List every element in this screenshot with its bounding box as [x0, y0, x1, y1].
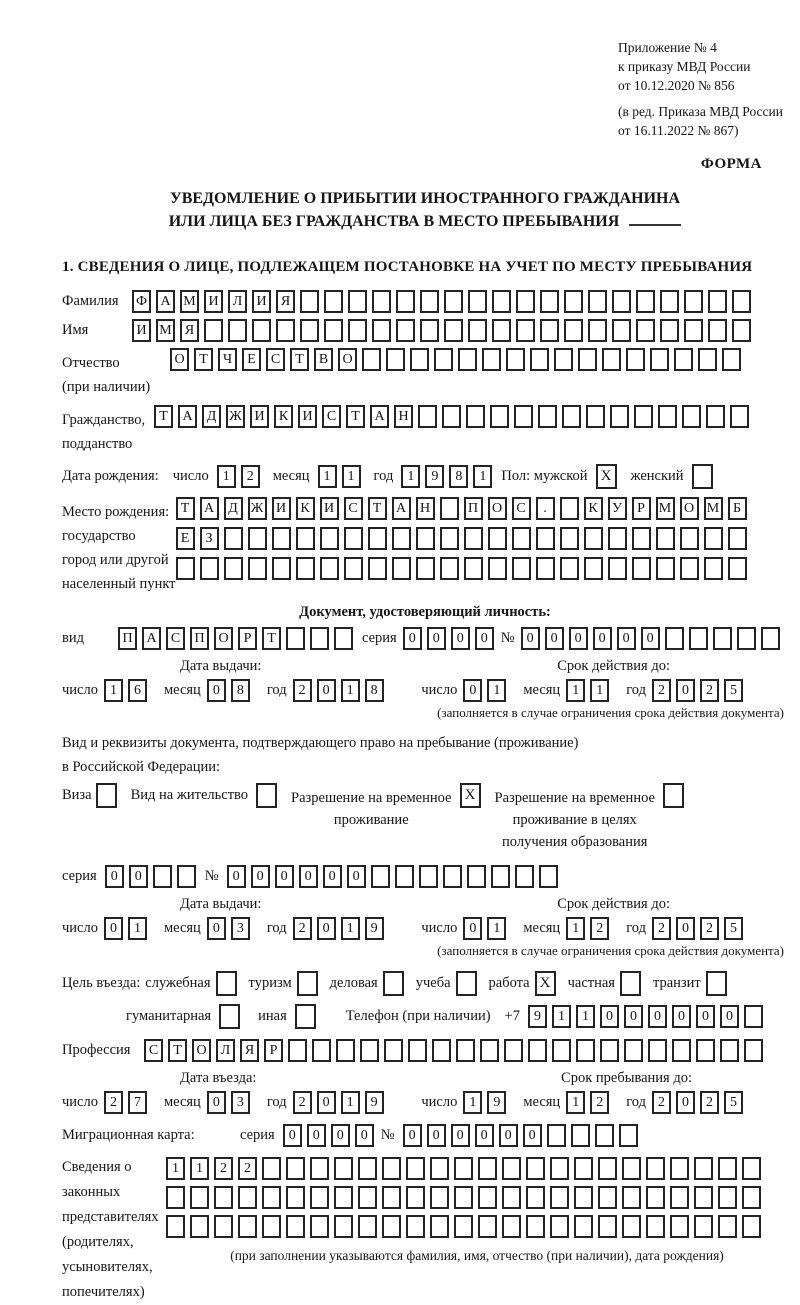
- reference-line: от 10.12.2020 № 856: [618, 78, 735, 93]
- entry-date-heading: Дата въезда:: [180, 1070, 257, 1086]
- surname-field: [62, 290, 788, 313]
- stay-month-cells[interactable]: 1 2: [566, 1091, 614, 1114]
- purpose-study-checkbox[interactable]: [456, 971, 477, 996]
- purpose-official-checkbox[interactable]: [216, 971, 237, 996]
- phone-prefix: +7: [504, 1008, 520, 1024]
- birthplace-row1-cells[interactable]: Т А Д Ж И К И С Т А Н П О С . К У Р М О М Б: [176, 497, 752, 520]
- permit-dates-headings: [62, 896, 788, 913]
- entry-month-cells[interactable]: 0 3: [207, 1091, 255, 1114]
- permit-series-cells[interactable]: 0 0: [105, 865, 201, 888]
- citizenship-cells[interactable]: Т А Д Ж И К И С Т А Н: [154, 405, 754, 428]
- reference-block: [618, 38, 788, 140]
- profession-label: Профессия: [62, 1042, 131, 1058]
- representatives-field: [62, 1155, 788, 1305]
- month-label: месяц: [272, 468, 310, 484]
- permit-number-label: №: [204, 868, 219, 884]
- given-name-label: Имя: [62, 322, 89, 338]
- profession-cells[interactable]: С Т О Л Я Р: [144, 1039, 768, 1062]
- permit-valid-date: число 0 1 месяц 1 2 год 2 0 2 5: [421, 917, 748, 940]
- purpose-business-checkbox[interactable]: [383, 971, 404, 996]
- entry-purpose-label: Цель въезда:: [62, 975, 141, 991]
- section1-heading: 1. СВЕДЕНИЯ О ЛИЦЕ, ПОДЛЕЖАЩЕМ ПОСТАНОВКЕ НА УЧЕТ ПО МЕСТУ ПРЕБЫВАНИЯ: [62, 259, 753, 275]
- valid-month-cells[interactable]: 1 1: [566, 679, 614, 702]
- entry-dates-row: [62, 1091, 788, 1114]
- permit-number-cells[interactable]: 0 0 0 0 0 0: [227, 865, 563, 888]
- permit-dates-row: [62, 917, 788, 940]
- representatives-row2-cells[interactable]: [166, 1186, 788, 1209]
- validity-note: (заполняется в случае ограничения срока действия документа): [437, 705, 784, 720]
- given-name-cells[interactable]: И М Я: [132, 319, 756, 342]
- issue-month-cells[interactable]: 0 8: [207, 679, 255, 702]
- representatives-row1-cells[interactable]: 1 1 2 2: [166, 1157, 788, 1180]
- birth-day-cells[interactable]: 1 2: [217, 465, 265, 488]
- valid-year-cells[interactable]: 2 0 2 5: [652, 679, 748, 702]
- migration-number-label: №: [380, 1127, 395, 1143]
- reference-line: (в ред. Приказа МВД России: [618, 104, 783, 119]
- temp-residence-education-label: Разрешение на временное проживание в целях получения образования: [494, 790, 655, 850]
- form-title-line1: УВЕДОМЛЕНИЕ О ПРИБЫТИИ ИНОСТРАННОГО ГРАЖДАНИНА: [169, 190, 681, 207]
- form-title: [62, 187, 788, 233]
- identity-doc-heading: Документ, удостоверяющий личность:: [299, 604, 551, 620]
- birth-year-cells[interactable]: 1 9 8 1: [401, 465, 497, 488]
- permit-issue-month-cells[interactable]: 0 3: [207, 917, 255, 940]
- representatives-row3-cells[interactable]: [166, 1215, 788, 1238]
- birth-date-row: [62, 464, 788, 489]
- permit-validity-note: (заполняется в случае ограничения срока действия документа): [437, 943, 784, 958]
- patronymic-field: [62, 348, 788, 399]
- migration-card-label: Миграционная карта:: [62, 1127, 195, 1143]
- visa-checkbox[interactable]: [96, 783, 117, 808]
- doc-type-label: вид: [62, 630, 84, 646]
- migration-series-cells[interactable]: 0 0 0 0: [283, 1124, 379, 1147]
- phone-cells[interactable]: 9 1 1 0 0 0 0 0 0: [528, 1005, 768, 1028]
- migration-series-label: серия: [240, 1127, 275, 1143]
- visa-label: Виза: [62, 787, 92, 803]
- citizenship-label: Гражданство, подданство: [62, 412, 146, 452]
- representatives-cells-block: [166, 1155, 788, 1305]
- purpose-work-checkbox[interactable]: X: [535, 971, 556, 996]
- passport-dates-headings: [62, 658, 788, 675]
- permit-issue-day-cells[interactable]: 0 1: [104, 917, 152, 940]
- purpose-transit-checkbox[interactable]: [706, 971, 727, 996]
- profession-field: [62, 1039, 788, 1062]
- stay-until-heading: Срок пребывания до:: [561, 1070, 692, 1086]
- birthplace-field: [62, 497, 788, 596]
- entry-date: число 2 7 месяц 0 3 год 2 0 1 9: [62, 1091, 389, 1114]
- stay-year-cells[interactable]: 2 0 2 5: [652, 1091, 748, 1114]
- birthplace-label: Место рождения: государство город или другой населенный пункт: [62, 504, 176, 592]
- sex-male-label: Пол: мужской: [501, 468, 588, 484]
- sex-female-label: женский: [630, 468, 684, 484]
- issue-day-cells[interactable]: 1 6: [104, 679, 152, 702]
- permit-valid-year-cells[interactable]: 2 0 2 5: [652, 917, 748, 940]
- temp-residence-label: Разрешение на временное проживание: [291, 790, 452, 828]
- given-name-field: [62, 319, 788, 342]
- forma-label: ФОРМА: [700, 156, 762, 172]
- valid-day-cells[interactable]: 0 1: [463, 679, 511, 702]
- patronymic-cells[interactable]: О Т Ч Е С Т В О: [170, 348, 746, 371]
- reference-line: к приказу МВД России: [618, 59, 751, 74]
- entry-dates-headings: [62, 1070, 788, 1087]
- issue-year-cells[interactable]: 2 0 1 8: [293, 679, 389, 702]
- sex-female-checkbox[interactable]: [692, 464, 713, 489]
- permit-series-label: серия: [62, 868, 97, 884]
- title-blank-underline: [629, 210, 681, 226]
- doc-type-cells[interactable]: П А С П О Р Т: [118, 627, 358, 650]
- phone-label: Телефон (при наличии): [345, 1008, 491, 1024]
- doc-number-cells[interactable]: 0 0 0 0 0 0: [521, 627, 785, 650]
- migration-number-cells[interactable]: 0 0 0 0 0 0: [403, 1124, 643, 1147]
- representatives-label: Сведения о законных представителях (родителях, усыновителях, попечителях): [62, 1159, 159, 1300]
- issue-date-heading: Дата выдачи:: [180, 658, 262, 674]
- residence-doc-intro: Вид и реквизиты документа, подтверждающего право на пребывание (проживание) в Российской Федерации:: [62, 735, 579, 775]
- temp-residence-checkbox[interactable]: X: [460, 783, 481, 808]
- doc-series-label: серия: [362, 630, 397, 646]
- permit-issue-year-cells[interactable]: 2 0 1 9: [293, 917, 389, 940]
- purpose-humanitarian-checkbox[interactable]: [219, 1004, 240, 1029]
- citizenship-field: [62, 405, 788, 456]
- migration-card-row: [62, 1124, 788, 1147]
- stay-until-date: число 1 9 месяц 1 2 год 2 0 2 5: [421, 1091, 748, 1114]
- entry-year-cells[interactable]: 2 0 1 9: [293, 1091, 389, 1114]
- purpose-private-checkbox[interactable]: [620, 971, 641, 996]
- year-label: год: [373, 468, 394, 484]
- entry-day-cells[interactable]: 2 7: [104, 1091, 152, 1114]
- identity-doc-row: [62, 627, 788, 650]
- passport-dates-row: [62, 679, 788, 702]
- surname-label: Фамилия: [62, 293, 119, 309]
- form-title-line2: ИЛИ ЛИЦА БЕЗ ГРАЖДАНСТВА В МЕСТО ПРЕБЫВАНИЯ: [168, 213, 620, 230]
- valid-until-heading: Срок действия до:: [557, 658, 670, 674]
- permit-valid-heading: Срок действия до:: [557, 896, 670, 912]
- day-label: число: [172, 468, 209, 484]
- representatives-note: (при заполнении указываются фамилия, имя, отчество (при наличии), дата рождения): [230, 1248, 724, 1263]
- patronymic-label: Отчество (при наличии): [62, 355, 151, 395]
- permit-series-row: [62, 865, 788, 888]
- doc-series-cells[interactable]: 0 0 0 0: [403, 627, 499, 650]
- sex-male-checkbox[interactable]: X: [596, 464, 617, 489]
- reference-line: от 16.11.2022 № 867): [618, 123, 739, 138]
- purpose-other-checkbox[interactable]: [295, 1004, 316, 1029]
- residence-permit-label: Вид на жительство: [130, 787, 249, 803]
- purpose-tourism-checkbox[interactable]: [297, 971, 318, 996]
- permit-valid-day-cells[interactable]: 0 1: [463, 917, 511, 940]
- passport-issue-date: число 1 6 месяц 0 8 год 2 0 1 8: [62, 679, 389, 702]
- birthplace-row3-cells[interactable]: [176, 557, 752, 580]
- birthplace-cells-block: [176, 497, 752, 587]
- entry-purpose-row2: гуманитарная иная Телефон (при наличии) +7 9 1 1 0 0 0 0 0 0: [62, 1004, 788, 1029]
- birth-date-label: Дата рождения:: [62, 468, 159, 484]
- passport-valid-date: число 0 1 месяц 1 1 год 2 0 2 5: [421, 679, 748, 702]
- surname-cells[interactable]: Ф А М И Л И Я: [132, 290, 756, 313]
- permit-issue-date: число 0 1 месяц 0 3 год 2 0 1 9: [62, 917, 389, 940]
- permit-issue-heading: Дата выдачи:: [180, 896, 262, 912]
- reference-line: Приложение № 4: [618, 40, 717, 55]
- birth-month-cells[interactable]: 1 1: [318, 465, 366, 488]
- birthplace-row2-cells[interactable]: Е З: [176, 527, 752, 550]
- temp-residence-education-checkbox[interactable]: [663, 783, 684, 808]
- residence-doc-types: [62, 783, 788, 853]
- entry-purpose-row: Цель въезда: служебная туризм деловая учеба работа X частная транзит: [62, 971, 788, 996]
- permit-valid-month-cells[interactable]: 1 2: [566, 917, 614, 940]
- doc-number-label: №: [500, 630, 515, 646]
- residence-permit-checkbox[interactable]: [256, 783, 277, 808]
- stay-day-cells[interactable]: 1 9: [463, 1091, 511, 1114]
